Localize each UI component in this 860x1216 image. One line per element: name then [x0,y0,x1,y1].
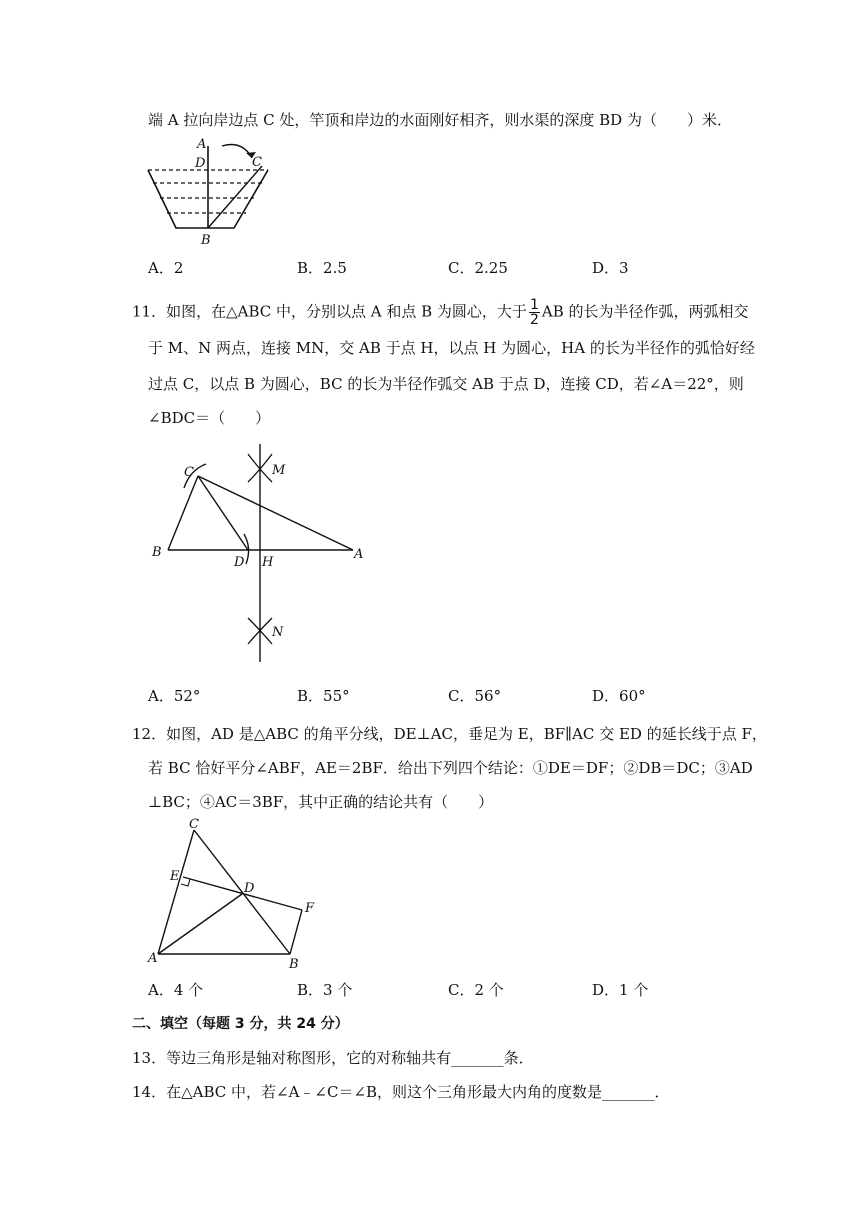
q10-label-B: B [201,233,211,248]
fraction-numerator: 1 [529,297,539,313]
q11-label-A: A [354,547,364,562]
q10-text-line: 端 A 拉向岸边点 C 处，竿顶和岸边的水面刚好相齐，则水渠的深度 BD 为（ ）米． [148,111,732,129]
q10-option-c[interactable]: C．2.25 [448,259,508,277]
q11-figure [148,440,378,666]
q13-text: 13．等边三角形是轴对称图形，它的对称轴共有_______条． [132,1049,534,1067]
q12-label-F: F [305,901,315,916]
q10-label-C: C [252,155,262,170]
one-half-fraction [529,298,540,327]
q10-label-D: D [195,156,206,171]
q12-label-E: E [170,869,180,884]
q11-option-d[interactable]: D．60° [592,687,646,705]
q12-option-a[interactable]: A．4 个 [148,981,204,999]
fraction-denominator: 2 [529,312,539,328]
q10-option-b[interactable]: B．2.5 [297,259,347,277]
q10-label-A: A [197,137,207,152]
q12-text-line-2: 若 BC 恰好平分∠ABF，AE＝2BF．给出下列四个结论：①DE＝DF；②DB＝DC；③AD [148,759,753,777]
q10-figure [140,136,280,248]
q11-label-C: C [184,465,194,480]
q12-label-B: B [289,957,299,972]
q12-label-D: D [244,881,255,896]
q11-label-H: H [262,555,274,570]
q11-label-N: N [272,625,284,640]
q11-option-b[interactable]: B．55° [297,687,350,705]
section-2-title: 二、填空（每题 3 分，共 24 分） [132,1016,349,1032]
q10-option-a[interactable]: A．2 [148,259,184,277]
q12-option-d[interactable]: D．1 个 [592,981,649,999]
q12-option-b[interactable]: B．3 个 [297,981,353,999]
q12-label-C: C [189,817,199,832]
q12-label-A: A [148,951,158,966]
q11-option-c[interactable]: C．56° [448,687,502,705]
q11-label-B: B [152,545,162,560]
q11-text-line-2: 于 M、N 两点，连接 MN，交 AB 于点 H，以点 H 为圆心，HA 的长为半径作的弧恰好经 [148,339,755,357]
q10-option-d[interactable]: D．3 [592,259,629,277]
q11-text-post: AB 的长为半径作弧，两弧相交 [541,302,749,321]
q11-label-M: M [272,463,286,478]
q12-text-line-1: 12．如图，AD 是△ABC 的角平分线，DE⊥AC，垂足为 E，BF∥AC 交 ED 的延长线于点 F， [132,725,767,743]
q11-option-a[interactable]: A．52° [148,687,201,705]
q12-option-c[interactable]: C．2 个 [448,981,504,999]
q11-text-line-3: 过点 C，以点 B 为圆心，BC 的长为半径作弧交 AB 于点 D，连接 CD，若∠A＝22°，则 [148,375,744,393]
q12-figure [140,812,340,972]
q12-text-line-3: ⊥BC；④AC＝3BF，其中正确的结论共有（ ） [148,793,494,811]
q11-text-line-1 [132,298,748,327]
q11-text-pre: 11．如图，在△ABC 中，分别以点 A 和点 B 为圆心，大于 [132,302,527,321]
q11-text-line-4: ∠BDC＝（ ） [148,409,271,427]
q14-text: 14．在△ABC 中，若∠A﹣∠C＝∠B，则这个三角形最大内角的度数是_______． [132,1083,670,1101]
q11-label-D: D [234,555,245,570]
